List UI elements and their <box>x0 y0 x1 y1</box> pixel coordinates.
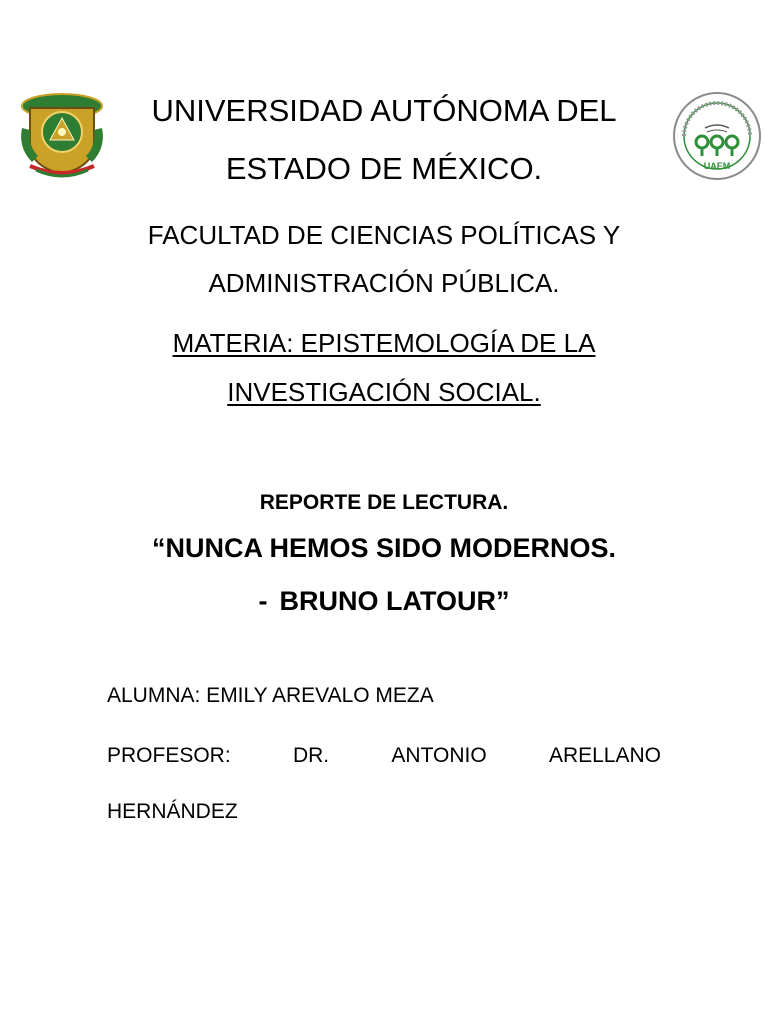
professor-first-name: ANTONIO <box>391 744 487 767</box>
subject-line2: INVESTIGACIÓN SOCIAL. <box>227 377 541 407</box>
professor-line <box>107 744 661 768</box>
professor-title: DR. <box>292 744 330 767</box>
report-type: REPORTE DE LECTURA. <box>259 491 509 514</box>
professor-surname: ARELLANO <box>548 744 661 767</box>
professor-second-surname: HERNÁNDEZ <box>107 800 238 823</box>
report-title-author: BRUNO LATOUR” <box>279 586 510 616</box>
student-line: ALUMNA: EMILY AREVALO MEZA <box>107 684 434 707</box>
report-title-dash: - <box>258 586 268 616</box>
faculty-name-line1: FACULTAD DE CIENCIAS POLÍTICAS Y <box>147 220 621 250</box>
uaem-logo-text: UAEM <box>703 161 731 171</box>
professor-label: PROFESOR: <box>107 744 231 767</box>
subject-line1: MATERIA: EPISTEMOLOGÍA DE LA <box>172 328 596 358</box>
university-name-line1: UNIVERSIDAD AUTÓNOMA DEL <box>151 93 617 128</box>
faculty-name-line2: ADMINISTRACIÓN PÚBLICA. <box>208 268 560 298</box>
report-title-line2 <box>0 586 768 617</box>
university-name-line2: ESTADO DE MÉXICO. <box>225 151 543 186</box>
report-title-line1: “NUNCA HEMOS SIDO MODERNOS. <box>151 533 617 563</box>
